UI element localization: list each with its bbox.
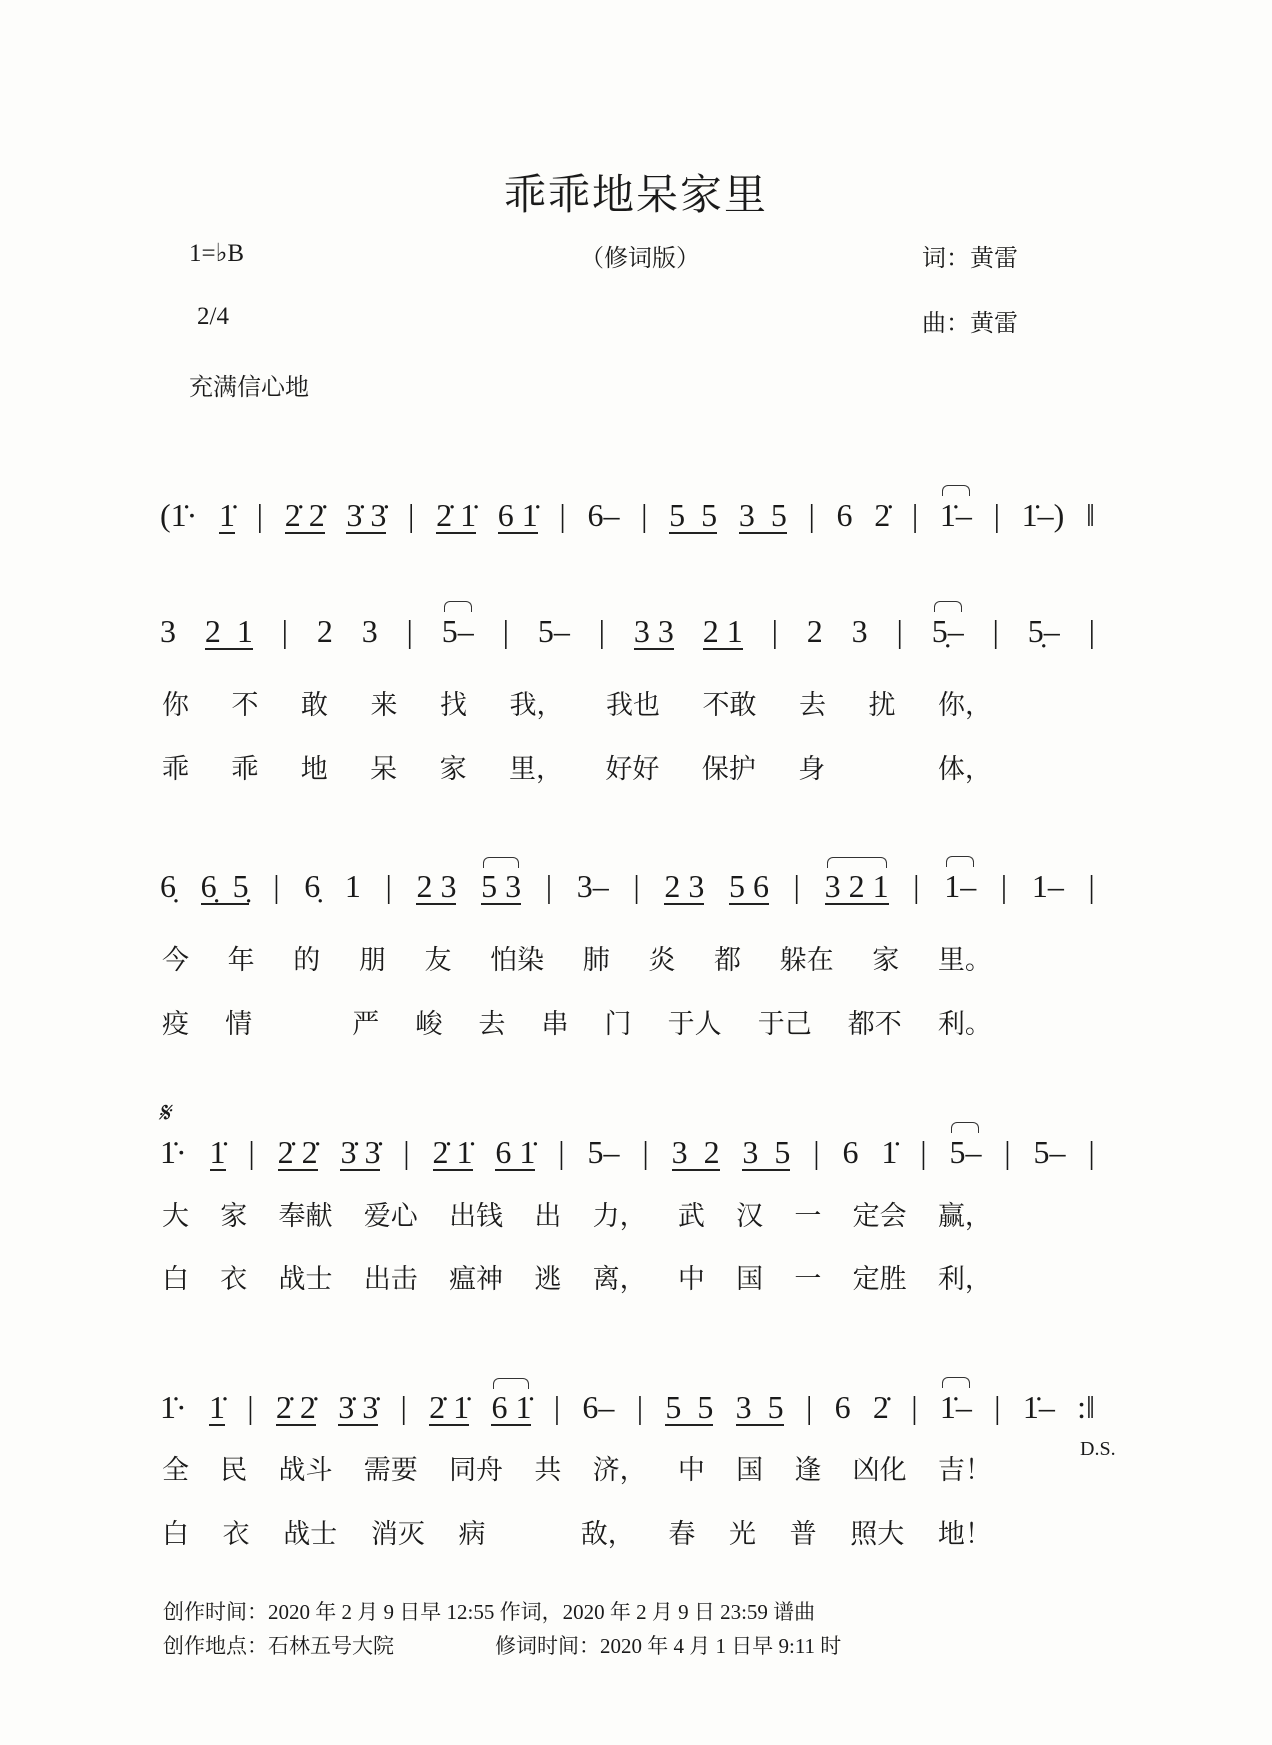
note: 6 bbox=[834, 1389, 851, 1425]
lyric-word: 友 bbox=[424, 945, 452, 976]
lyric-word bbox=[519, 1512, 547, 1551]
notation-line bbox=[160, 490, 1095, 534]
lyric-word: 今 bbox=[162, 945, 189, 976]
lyric-word: 衣 bbox=[222, 1519, 250, 1550]
note: 1̇ bbox=[208, 1389, 225, 1425]
lyric-line bbox=[162, 938, 992, 977]
lyric-word: 保护 bbox=[701, 754, 756, 785]
note: 6 bbox=[836, 497, 853, 533]
lyric-word: 利， bbox=[937, 1264, 992, 1295]
note: 1̇– bbox=[939, 497, 972, 533]
lyric-word: 汉 bbox=[736, 1201, 764, 1232]
lyric-word: 大 bbox=[162, 1201, 189, 1232]
lyric-word: 逢 bbox=[794, 1455, 822, 1486]
lyric-line bbox=[162, 1448, 992, 1487]
revision-time: 修词时间：2020 年 4 月 1 日早 9:11 时 bbox=[495, 1634, 842, 1658]
lyric-word: 奉献 bbox=[278, 1201, 333, 1232]
note: 2̇ 2̇ bbox=[277, 1134, 318, 1170]
lyric-word: 国 bbox=[736, 1264, 764, 1295]
note: 1̇ bbox=[218, 497, 235, 533]
lyric-word: 光 bbox=[729, 1519, 756, 1550]
lyric-word: 敌， bbox=[580, 1519, 635, 1550]
note: 6 bbox=[842, 1134, 859, 1170]
lyric-word: 离， bbox=[592, 1264, 647, 1295]
lyric-word: 门 bbox=[604, 1009, 632, 1040]
barline: | bbox=[896, 613, 903, 649]
barline: | bbox=[1088, 1134, 1095, 1170]
lyric-word: 去 bbox=[799, 690, 826, 721]
lyric-word: 严 bbox=[352, 1009, 380, 1040]
note: 6̣ bbox=[160, 868, 176, 904]
lyric-word: 一 bbox=[794, 1264, 822, 1295]
barline: | bbox=[642, 1134, 649, 1170]
barline: | bbox=[256, 497, 264, 533]
note: 5 5 bbox=[665, 1389, 714, 1425]
lyric-word: 国 bbox=[736, 1455, 764, 1486]
lyric-word: 出击 bbox=[363, 1264, 418, 1295]
note: 1̇ bbox=[209, 1134, 226, 1170]
note: 2 1 bbox=[204, 613, 253, 649]
note: 3 bbox=[851, 613, 868, 649]
note: 5 5 bbox=[669, 497, 718, 533]
note: 2 1 bbox=[702, 613, 743, 649]
segno-sign: 𝄋 bbox=[158, 1096, 171, 1129]
creation-place: 创作地点：石林五号大院 bbox=[163, 1634, 394, 1658]
barline: | bbox=[406, 613, 413, 649]
lyric-word: 家 bbox=[872, 945, 900, 976]
lyric-line bbox=[162, 683, 992, 722]
lyric-word: 家 bbox=[439, 754, 467, 785]
barline: | bbox=[808, 497, 815, 533]
lyric-word: 武 bbox=[677, 1201, 705, 1232]
lyric-word: 一 bbox=[794, 1201, 822, 1232]
lyric-word: 民 bbox=[220, 1455, 248, 1486]
lyric-word: 白 bbox=[162, 1264, 189, 1295]
lyric-word: 消灭 bbox=[370, 1519, 425, 1550]
barline: | bbox=[813, 1134, 820, 1170]
lyric-word: 躲在 bbox=[779, 945, 834, 976]
note: 3 2 bbox=[671, 1134, 720, 1170]
note: 2̇ 1̇ bbox=[432, 1134, 473, 1170]
note: 3 5 bbox=[738, 497, 787, 533]
lyricist-credit: 词：黄雷 bbox=[922, 244, 1018, 272]
barline: | bbox=[408, 497, 415, 533]
lyric-word: 爱心 bbox=[363, 1201, 418, 1232]
barline: | bbox=[1004, 1134, 1011, 1170]
note: 6 1̇ bbox=[491, 1389, 532, 1425]
lyric-word: 都 bbox=[714, 945, 741, 976]
note: 5– bbox=[537, 613, 570, 649]
barline: | bbox=[633, 868, 640, 904]
lyric-word: 地！ bbox=[937, 1519, 992, 1550]
key-signature: 1=♭B bbox=[189, 240, 245, 267]
note: 5̣– bbox=[931, 613, 964, 649]
lyric-word: 战斗 bbox=[278, 1455, 333, 1486]
note: 2 3 bbox=[664, 868, 705, 904]
note: 3– bbox=[576, 868, 609, 904]
lyric-word: 白 bbox=[162, 1519, 189, 1550]
note: 5̣– bbox=[1027, 613, 1060, 649]
lyric-word: 吉！ bbox=[937, 1455, 992, 1486]
lyric-word: 逃 bbox=[534, 1264, 562, 1295]
note: 3 5 bbox=[742, 1134, 791, 1170]
notation-line bbox=[160, 606, 1095, 650]
note: 6̣ 5̣ bbox=[200, 868, 249, 904]
lyric-word: 炎 bbox=[648, 945, 676, 976]
note: 1– bbox=[944, 868, 977, 904]
lyric-word: 病 bbox=[458, 1519, 486, 1550]
lyric-word: 都不 bbox=[847, 1009, 902, 1040]
lyric-word: 呆 bbox=[370, 754, 398, 785]
note: 1 bbox=[344, 868, 361, 904]
lyric-word: 中 bbox=[677, 1455, 705, 1486]
note: 1̇· bbox=[160, 1389, 187, 1425]
lyric-word: 串 bbox=[541, 1009, 569, 1040]
lyric-word: 我也 bbox=[606, 690, 660, 721]
note: 2̇ 1̇ bbox=[429, 1389, 470, 1425]
version-label: （修词版） bbox=[580, 244, 700, 272]
lyric-word: 战士 bbox=[278, 1264, 333, 1295]
note: 2̇ 1̇ bbox=[436, 497, 477, 533]
creation-time: 创作时间：2020 年 2 月 9 日早 12:55 作词，2020 年 2 月 9 日 23:59 谱曲 bbox=[163, 1600, 816, 1624]
note: 2 3 bbox=[416, 868, 457, 904]
lyric-word: 于人 bbox=[667, 1009, 722, 1040]
note: 1̇– bbox=[939, 1389, 972, 1425]
lyric-word: 家 bbox=[220, 1201, 248, 1232]
note: 1̇– bbox=[1022, 1389, 1055, 1425]
lyric-word: 需要 bbox=[363, 1455, 418, 1486]
lyric-word: 你 bbox=[162, 690, 189, 721]
barline: | bbox=[994, 1389, 1001, 1425]
lyric-line bbox=[162, 747, 992, 786]
lyric-word: 普 bbox=[789, 1519, 817, 1550]
lyric-word: 来 bbox=[370, 690, 398, 721]
barline: | bbox=[502, 613, 510, 649]
note: 1̇–) bbox=[1021, 497, 1065, 533]
lyric-word: 全 bbox=[162, 1455, 189, 1486]
lyric-word: 里， bbox=[508, 754, 563, 785]
note: 2 bbox=[806, 613, 823, 649]
barline: | bbox=[400, 1389, 407, 1425]
lyric-word: 衣 bbox=[220, 1264, 248, 1295]
lyric-word: 身 bbox=[798, 754, 826, 785]
note: (1̇· bbox=[160, 497, 198, 533]
lyric-word: 敢 bbox=[301, 690, 328, 721]
lyric-word: 中 bbox=[677, 1264, 705, 1295]
note: 3̇ 3̇ bbox=[346, 497, 387, 533]
composer-credit: 曲：黄雷 bbox=[922, 309, 1018, 337]
lyric-word: 瘟神 bbox=[449, 1264, 504, 1295]
barline: | bbox=[911, 1389, 918, 1425]
notation-line bbox=[160, 1127, 1095, 1171]
note: 3̇ 3̇ bbox=[340, 1134, 381, 1170]
note: 2 bbox=[316, 613, 333, 649]
barline: | bbox=[992, 613, 999, 649]
lyric-word: 找 bbox=[440, 690, 467, 721]
note: 1̇ bbox=[881, 1134, 898, 1170]
lyric-word: 照大 bbox=[850, 1519, 905, 1550]
barline: | bbox=[553, 1389, 561, 1425]
tempo-marking: 充满信心地 bbox=[189, 373, 309, 401]
note: 3 3 bbox=[633, 613, 674, 649]
lyric-word: 体， bbox=[937, 754, 992, 785]
lyric-word: 出钱 bbox=[449, 1201, 504, 1232]
note: 3 2 1 bbox=[824, 868, 889, 904]
lyric-word: 济， bbox=[592, 1455, 647, 1486]
barline: | bbox=[559, 497, 566, 533]
lyric-word: 好好 bbox=[605, 754, 660, 785]
lyric-word: 共 bbox=[534, 1455, 562, 1486]
lyric-word: 同舟 bbox=[449, 1455, 504, 1486]
note: 2̇ bbox=[872, 1389, 889, 1425]
lyric-word: 疫 bbox=[162, 1009, 189, 1040]
note: 6– bbox=[582, 1389, 615, 1425]
lyric-word: 年 bbox=[227, 945, 255, 976]
note: 2̇ 2̇ bbox=[275, 1389, 316, 1425]
lyric-word: 肺 bbox=[582, 945, 610, 976]
barline: | bbox=[385, 868, 392, 904]
lyric-word: 定会 bbox=[852, 1201, 907, 1232]
lyric-word: 于己 bbox=[757, 1009, 812, 1040]
note: 5– bbox=[1033, 1134, 1066, 1170]
barline: | bbox=[558, 1134, 565, 1170]
lyric-word: 朋 bbox=[358, 945, 386, 976]
barline: | bbox=[920, 1134, 927, 1170]
lyric-word: 扰 bbox=[868, 690, 896, 721]
barline: | bbox=[598, 613, 606, 649]
note: 3 5 bbox=[735, 1389, 784, 1425]
lyric-word: 峻 bbox=[415, 1009, 443, 1040]
lyric-word: 乖 bbox=[162, 754, 189, 785]
lyric-word: 去 bbox=[478, 1009, 506, 1040]
barline: | bbox=[641, 497, 648, 533]
note: 6 1̇ bbox=[497, 497, 538, 533]
time-signature: 2/4 bbox=[197, 303, 229, 330]
lyric-word: 不 bbox=[231, 690, 259, 721]
barline: | bbox=[771, 613, 778, 649]
note: 5 3 bbox=[481, 868, 522, 904]
note: 6̣ bbox=[304, 868, 321, 904]
lyric-word: 我， bbox=[509, 690, 564, 721]
lyric-word: 里。 bbox=[937, 945, 992, 976]
lyric-word: 赢， bbox=[937, 1201, 992, 1232]
lyric-word: 春 bbox=[668, 1519, 696, 1550]
barline: | bbox=[636, 1389, 644, 1425]
lyric-word: 定胜 bbox=[852, 1264, 907, 1295]
note: 5– bbox=[441, 613, 474, 649]
barline: | bbox=[911, 497, 919, 533]
song-title: 乖乖地呆家里 bbox=[503, 170, 768, 219]
note: 3 bbox=[160, 613, 176, 649]
barline: | bbox=[273, 868, 280, 904]
lyric-word: 怕染 bbox=[490, 945, 545, 976]
barline: | bbox=[248, 1134, 255, 1170]
note: 3̇ 3̇ bbox=[338, 1389, 379, 1425]
lyric-word: 出 bbox=[534, 1201, 562, 1232]
lyric-word: 力， bbox=[592, 1201, 647, 1232]
lyric-word: 地 bbox=[300, 754, 328, 785]
barline: | bbox=[805, 1389, 813, 1425]
barline: ‖ bbox=[1085, 497, 1095, 533]
lyric-word: 凶化 bbox=[852, 1455, 907, 1486]
barline: | bbox=[1088, 613, 1095, 649]
barline: :‖ bbox=[1077, 1389, 1095, 1425]
note: 1̇· bbox=[160, 1134, 187, 1170]
barline: | bbox=[913, 868, 920, 904]
lyric-word: 利。 bbox=[937, 1009, 992, 1040]
notation-line bbox=[160, 1382, 1095, 1426]
note: 2̇ bbox=[874, 497, 891, 533]
barline: | bbox=[993, 497, 1000, 533]
lyric-word bbox=[868, 747, 896, 786]
lyric-line bbox=[162, 1002, 992, 1041]
lyric-word bbox=[288, 1002, 316, 1041]
barline: | bbox=[1000, 868, 1008, 904]
barline: | bbox=[793, 868, 800, 904]
note: 6 1̇ bbox=[495, 1134, 536, 1170]
note: 1– bbox=[1031, 868, 1064, 904]
note: 6– bbox=[587, 497, 620, 533]
lyric-line bbox=[162, 1194, 992, 1233]
note: 5– bbox=[949, 1134, 982, 1170]
note: 2̇ 2̇ bbox=[284, 497, 325, 533]
barline: | bbox=[247, 1389, 254, 1425]
lyric-line bbox=[162, 1257, 992, 1296]
lyric-word: 战士 bbox=[283, 1519, 338, 1550]
note: 5 6 bbox=[728, 868, 769, 904]
lyric-word: 你， bbox=[938, 690, 992, 721]
lyric-line bbox=[162, 1512, 992, 1551]
barline: | bbox=[281, 613, 289, 649]
lyric-word: 乖 bbox=[231, 754, 259, 785]
note: 5– bbox=[587, 1134, 620, 1170]
barline: | bbox=[1088, 868, 1095, 904]
lyric-word: 不敢 bbox=[702, 690, 757, 721]
note: 3 bbox=[361, 613, 378, 649]
lyric-word: 情 bbox=[225, 1009, 253, 1040]
notation-line bbox=[160, 861, 1095, 905]
lyric-word: 的 bbox=[293, 945, 321, 976]
dal-segno-mark: D.S. bbox=[1080, 1438, 1116, 1460]
barline: | bbox=[403, 1134, 410, 1170]
barline: | bbox=[545, 868, 553, 904]
